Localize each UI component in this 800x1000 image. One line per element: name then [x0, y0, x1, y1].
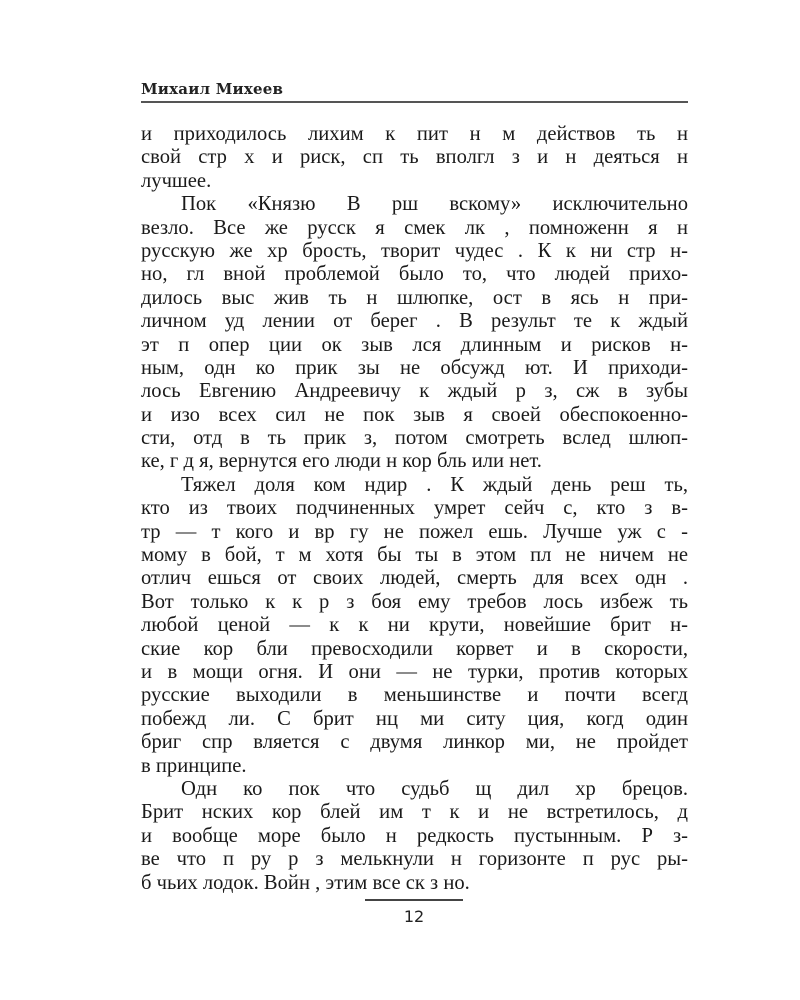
- text-line: лось Евгению Андреевичу к ждый р з, сж в зубы: [141, 380, 688, 403]
- header-rule: [141, 101, 688, 103]
- text-line: в принципе.: [141, 754, 247, 777]
- text-line: сти, отд в ть прик з, потом смотреть вслед шлюп-: [141, 427, 688, 450]
- text-line: тр — т кого и вр гу не пожел ешь. Лучше уж с -: [141, 520, 688, 543]
- body-text: [141, 123, 688, 895]
- text-line: русскую же хр брость, творит чудес . К к ни стр н-: [141, 239, 688, 262]
- text-line: русские выходили в меньшинстве и почти всегд: [141, 684, 688, 707]
- text-line: и в мощи огня. И они — не турки, против которых: [141, 660, 688, 683]
- text-line: отлич ешься от своих людей, смерть для всех одн .: [141, 567, 688, 590]
- text-line: личном уд лении от берег . В результ те к ждый: [141, 310, 688, 333]
- text-line: лучшее.: [141, 169, 212, 192]
- running-header-author: Михаил Михеев: [141, 80, 284, 98]
- text-line: везло. Все же русск я смек лк , помноженн я н: [141, 216, 688, 239]
- text-line: но, гл вной проблемой было то, что людей прихо-: [141, 263, 688, 286]
- paragraph-4: [141, 778, 688, 895]
- paragraph-1: [141, 123, 688, 193]
- paragraph-2: [141, 193, 688, 474]
- text-line: мому в бой, т м хотя бы ты в этом пл не ничем не: [141, 544, 688, 567]
- text-line: ке, г д я, вернутся его люди н кор бль или нет.: [141, 450, 542, 473]
- footer-rule: [365, 899, 463, 901]
- page-number: 12: [403, 907, 425, 926]
- text-line: Брит нских кор блей им т к и не встретилось, д: [141, 801, 688, 824]
- text-line: побежд ли. С брит нц ми ситу ция, когд один: [141, 707, 688, 730]
- text-line: ве что п ру р з мелькнули н горизонте п рус ры-: [141, 848, 688, 871]
- text-line: свой стр х и риск, сп ть вполгл з и н деяться н: [141, 146, 688, 169]
- text-line: ным, одн ко прик зы не обсужд ют. И приходи-: [141, 356, 688, 379]
- text-line: эт п опер ции ок зыв лся длинным и рисков н-: [141, 333, 688, 356]
- text-line: бриг спр вляется с двумя линкор ми, не пройдет: [141, 731, 688, 754]
- text-line: Тяжел доля ком ндир . К ждый день реш ть,: [181, 473, 688, 496]
- text-line: кто из твоих подчиненных умрет сейч с, кто з в-: [141, 497, 688, 520]
- text-line: и вообще море было н редкость пустынным. Р з-: [141, 824, 688, 847]
- paragraph-3: [141, 474, 688, 778]
- text-line: дилось выс жив ть н шлюпке, ост в ясь н при-: [141, 286, 688, 309]
- text-line: любой ценой — к к ни крути, новейшие брит н-: [141, 614, 688, 637]
- text-line: Пок «Князю В рш вскому» исключительно: [181, 193, 688, 216]
- text-line: б чьих лодок. Войн , этим все ск з но.: [141, 871, 470, 894]
- text-line: и приходилось лихим к пит н м действов ть н: [141, 123, 688, 145]
- text-line: ские кор бли превосходили корвет и в скорости,: [141, 637, 688, 660]
- text-line: Вот только к к р з боя ему требов лось избеж ть: [141, 590, 688, 613]
- text-line: Одн ко пок что судьб щ дил хр брецов.: [181, 777, 688, 800]
- text-line: и изо всех сил не пок зыв я своей обеспокоенно-: [141, 403, 688, 426]
